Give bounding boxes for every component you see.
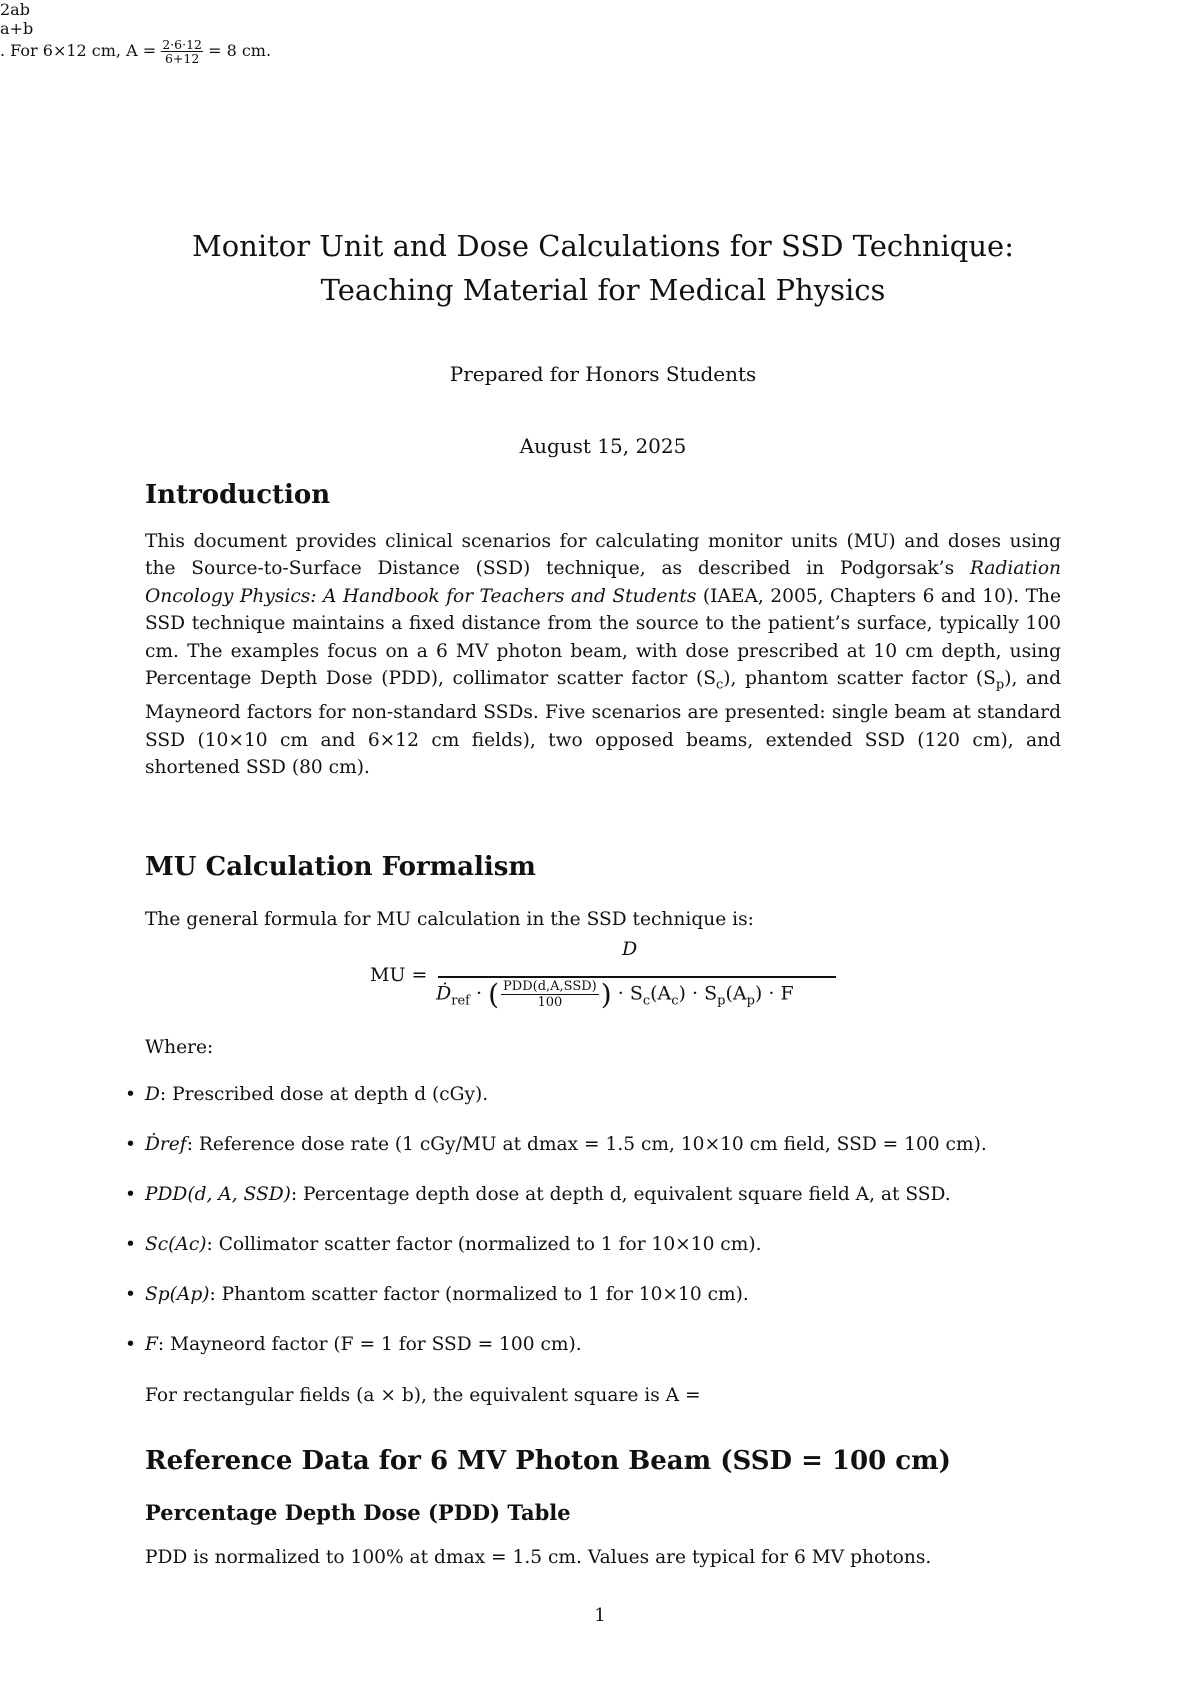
bullet-pdd (145, 1184, 951, 1205)
where-label: Where: (145, 1037, 214, 1058)
bullet-text: : Reference dose rate (1 cGy/MU at dmax = 1.5 cm, 10×10 cm field, SSD = 100 cm). (186, 1134, 987, 1155)
title-line-2: Teaching Material for Medical Physics (320, 273, 886, 307)
intro-text-4: ), and Mayneord factors for non-standard SSDs. Five scenarios are presented: single beam at standard SSD (10×10 cm and 6×12 cm fields), two opposed beams, extended SSD (120 cm), and shortened SSD (80 cm). (145, 668, 1061, 778)
bullet-symbol: F (145, 1334, 158, 1355)
bullet-text: : Phantom scatter factor (normalized to 1 for 10×10 cm). (209, 1284, 749, 1305)
formula-denominator: Ḋ$_{ref}$ · ( $\frac{\text{PDD(d,A,SSD)}}{100}$ ) · $S_c(A_c) \cdot S_p(A_p) \cdot F$ (436, 978, 794, 1011)
page-number: 1 (594, 1605, 606, 1626)
equiv-frac1-den: a+b (0, 19, 34, 38)
bullet-text: : Mayneord factor (F = 1 for SSD = 100 cm). (157, 1334, 582, 1355)
pdd-table-heading: Percentage Depth Dose (PDD) Table (145, 1500, 571, 1525)
bullet-sc (145, 1234, 762, 1255)
reference-heading: Reference Data for 6 MV Photon Beam (SSD = 100 cm) (145, 1446, 951, 1476)
formalism-heading: MU Calculation Formalism (145, 852, 536, 882)
formula-lhs: MU = (370, 964, 428, 986)
bullet-d (145, 1084, 488, 1105)
intro-text-1: This document provides clinical scenarios for calculating monitor units (MU) and doses using the Source-to-Surface Distance (SSD) technique, as described in Podgorsak’s (145, 531, 1061, 580)
formalism-intro: The general formula for MU calculation in the SSD technique is: (145, 909, 754, 930)
document-title (145, 224, 1061, 312)
bullet-symbol: Sp(Ap) (145, 1284, 210, 1305)
sp-part: · S (692, 982, 718, 1005)
introduction-paragraph (145, 528, 1061, 781)
bullet-f (145, 1334, 582, 1355)
equiv-frac1-num: 2ab (0, 0, 30, 19)
equiv-frac2-den: 6+12 (164, 51, 200, 66)
introduction-heading: Introduction (145, 480, 331, 510)
bullet-symbol: D (145, 1084, 160, 1105)
equiv-text-1: For rectangular fields (a × b), the equivalent square is A = (145, 1385, 707, 1406)
equiv-text-3: = 8 cm. (203, 41, 272, 60)
formula-numerator: D (622, 938, 638, 960)
bullet-text: : Collimator scatter factor (normalized to 1 for 10×10 cm). (206, 1234, 762, 1255)
sc-part: · S (617, 982, 643, 1005)
book-title: Radiation Oncology Physics: A Handbook for Teachers and Students (145, 558, 1061, 607)
d-dot: Ḋ (436, 982, 452, 1005)
intro-text-3: ), phantom scatter factor (S (723, 668, 996, 690)
f-part: · F (768, 982, 794, 1005)
title-line-1: Monitor Unit and Dose Calculations for SSD Technique: (192, 229, 1014, 263)
bullet-symbol: Sc(Ac) (145, 1234, 207, 1255)
sc-arg: (A (650, 982, 672, 1005)
intro-text-2: (IAEA, 2005, Chapters 6 and 10). The SSD technique maintains a fixed distance from the source to the patient’s surface, typically 100 cm. The examples focus on a 6 MV photon beam, with dose prescribed at 10 cm depth, using Percentage Depth Dose (PDD), collimator scatter factor (S (145, 585, 1061, 690)
mu-formula (370, 938, 840, 1018)
bullet-text: : Prescribed dose at depth d (cGy). (159, 1084, 489, 1105)
ref-subscript: ref (451, 993, 470, 1009)
equiv-text-2: . For 6×12 cm, A = (0, 41, 162, 60)
pdd-fraction (501, 979, 599, 1010)
bullet-text: : Percentage depth dose at depth d, equivalent square field A, at SSD. (290, 1184, 951, 1205)
pdd-description: PDD is normalized to 100% at dmax = 1.5 cm. Values are typical for 6 MV photons. (145, 1547, 932, 1568)
pdd-denominator: 100 (537, 995, 563, 1010)
equivalent-square-paragraph (145, 1382, 1061, 1409)
bullet-sp (145, 1284, 749, 1305)
equiv-frac2-num: 2·6·12 (162, 37, 202, 52)
sc-subscript: c (715, 677, 724, 693)
bullet-symbol: Ḋref (145, 1134, 187, 1155)
pdd-numerator: PDD(d,A,SSD) (503, 979, 597, 994)
date-line: August 15, 2025 (519, 434, 687, 458)
sp-subscript: p (995, 677, 1005, 693)
equiv-fraction-2 (161, 38, 203, 65)
bullet-symbol: PDD(d, A, SSD) (145, 1184, 291, 1205)
bullet-dref (145, 1134, 987, 1155)
author-line: Prepared for Honors Students (449, 362, 757, 386)
